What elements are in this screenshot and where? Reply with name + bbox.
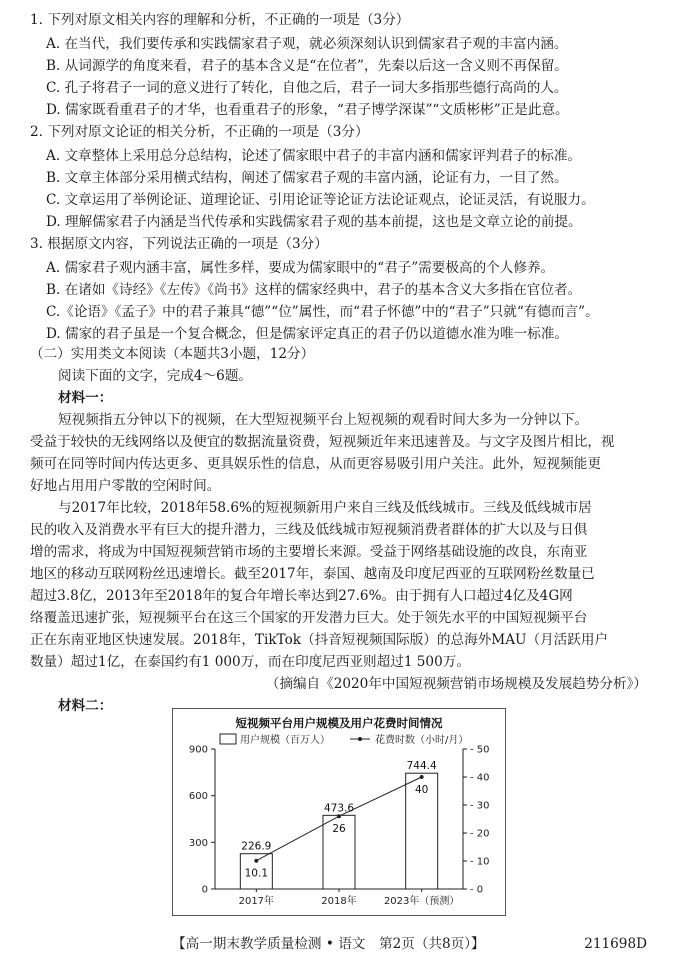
question-3-option-c: C.《论语》《孟子》中的君子兼具“德”“位”属性，而“君子怀德”中的“君子”只就“有德而言”。 (46, 304, 599, 320)
footer-code: 211698D (584, 936, 647, 952)
line-point (254, 859, 258, 863)
material-2-label: 材料二： (58, 698, 113, 714)
question-2-stem: 2. 下列对原文论证的相关分析，不正确的一项是（3分） (30, 124, 369, 140)
line-value-label: 26 (332, 823, 346, 836)
reading-instruction: 阅读下面的文字，完成4～6题。 (58, 368, 253, 384)
material-1-line: 与2017年比较，2018年58.6%的短视频新用户来自三线及低线城市。三线及低线城市居 (58, 500, 592, 516)
chart-svg (173, 709, 505, 915)
y-left-tick-label: 300 (188, 837, 208, 849)
material-1-line: 短视频指五分钟以下的视频，在大型短视频平台上短视频的观看时间大多为一分钟以下。 (58, 412, 589, 428)
material-1-line: 地区的移动互联网粉丝迅速增长。截至2017年，泰国、越南及印度尼西亚的互联网粉丝数量已 (30, 566, 595, 582)
question-3-option-b: B. 在诸如《诗经》《左传》《尚书》这样的儒家经典中，君子的基本含义大多指在官位者。 (46, 282, 582, 298)
material-1-line: 受益于较快的无线网络以及便宜的数据流量资费，短视频近年来迅速普及。与文字及图片相比，视 (30, 434, 615, 450)
line-value-label: 10.1 (244, 867, 269, 880)
chart-panel (172, 708, 506, 916)
question-1-stem: 1. 下列对原文相关内容的理解和分析，不正确的一项是（3分） (30, 12, 410, 28)
x-tick-label: 2023年（预测） (383, 896, 460, 907)
y-right-tick-label: - 50 (470, 744, 490, 756)
legend-bar-label: 用户规模（百万人） (240, 735, 330, 746)
question-2-option-b: B. 文章主体部分采用横式结构，阐述了儒家君子观的丰富内涵，论证有力，一目了然。 (46, 170, 568, 186)
question-1-option-b: B. 从词源学的角度来看，君子的基本含义是“在位者”，先秦以后这一含义则不再保留。 (46, 58, 568, 74)
question-1-option-c: C. 孔子将君子一词的意义进行了转化，自他之后，君子一词大多指那些德行高尚的人。 (46, 80, 568, 96)
material-1-source: （摘编自《2020年中国短视频营销市场规模及发展趋势分析》） (265, 676, 647, 692)
x-tick-label: 2018年 (321, 896, 357, 907)
y-left-tick-label: 600 (188, 791, 208, 803)
question-3-option-d: D. 儒家的君子虽是一个复合概念，但是儒家评定真正的君子仍以道德水准为唯一标准。 (46, 326, 569, 342)
y-left-tick-label: 900 (188, 744, 208, 756)
y-left-tick-label: 0 (201, 884, 208, 896)
bar-value-label: 226.9 (241, 840, 272, 853)
chart-title: 短视频平台用户规模及用户花费时间情况 (235, 716, 443, 730)
material-1-line: 数量）超过1亿，在泰国约有1 000万，而在印度尼西亚则超过1 500万。 (30, 654, 470, 670)
bar-value-label: 473.6 (323, 802, 355, 815)
material-1-line: 民的收入及消费水平有巨大的提升潜力，三线及低线城市短视频消费者群体的扩大以及与日俱 (30, 522, 588, 538)
question-2-option-d: D. 理解儒家君子内涵是当代传承和实践儒家君子观的基本前提，这也是文章立论的前提。 (46, 214, 582, 230)
material-1-line: 频可在同等时间内传达更多、更具娱乐性的信息，从而更容易吸引用户关注。此外，短视频能更 (30, 456, 601, 472)
y-right-tick-label: - 40 (470, 772, 490, 784)
material-1-line: 增的需求，将成为中国短视频营销市场的主要增长来源。受益于网络基础设施的改良，东南亚 (30, 544, 588, 560)
plot-area (189, 745, 490, 908)
question-2-option-c: C. 文章运用了举例论证、道理论证、引用论证等论证方法论证观点，论证灵活，有说服力。 (46, 192, 595, 208)
section-heading: （二）实用类文本阅读（本题共3小题，12分） (30, 346, 315, 362)
question-1-option-d: D. 儒家既看重君子的才华，也看重君子的形象，“君子博学深谋”“文质彬彬”正是此意。 (46, 102, 569, 118)
y-right-tick-label: - 20 (470, 828, 490, 840)
question-2-option-a: A. 文章整体上采用总分总结构，论述了儒家眼中君子的丰富内涵和儒家评判君子的标准。 (46, 148, 582, 164)
material-1-line: 超过3.8亿，2013年至2018年的复合年增长率达到27.6%。由于拥有人口超过4亿及4G网 (30, 588, 573, 604)
bar-value-label: 744.4 (406, 760, 437, 773)
legend-bar-swatch (220, 734, 236, 744)
line-value-label: 40 (414, 784, 429, 796)
line-point (420, 775, 424, 779)
legend-line-label: 花费时数（小时/月） (375, 735, 469, 746)
legend-line-marker (358, 737, 362, 741)
material-1-line: 正在东南亚地区快速发展。2018年，TikTok（抖音短视频国际版）的总海外MAU（月活跃用户 (30, 632, 609, 648)
material-1-label: 材料一： (58, 390, 113, 406)
x-tick-label: 2017年 (238, 896, 275, 907)
material-1-line: 好地占用用户零散的空闲时间。 (30, 478, 221, 494)
footer-title: 【高一期末教学质量检测 • 语文 第2页（共8页）】 (172, 936, 485, 952)
line-point (337, 814, 341, 818)
material-1-line: 络覆盖迅速扩张，短视频平台在这三个国家的开发潜力巨大。处于领先水平的中国短视频平台 (30, 610, 588, 626)
question-3-option-a: A. 儒家君子观内涵丰富，属性多样，要成为儒家眼中的“君子”需要极高的个人修养。 (46, 260, 555, 276)
y-right-tick-label: - 30 (470, 800, 490, 812)
question-1-option-a: A. 在当代，我们要传承和实践儒家君子观，就必须深刻认识到儒家君子观的丰富内涵。 (46, 36, 568, 52)
y-right-tick-label: - 0 (470, 884, 484, 896)
y-right-tick-label: - 10 (470, 856, 490, 868)
question-3-stem: 3. 根据原文内容，下列说法正确的一项是（3分） (30, 236, 328, 252)
